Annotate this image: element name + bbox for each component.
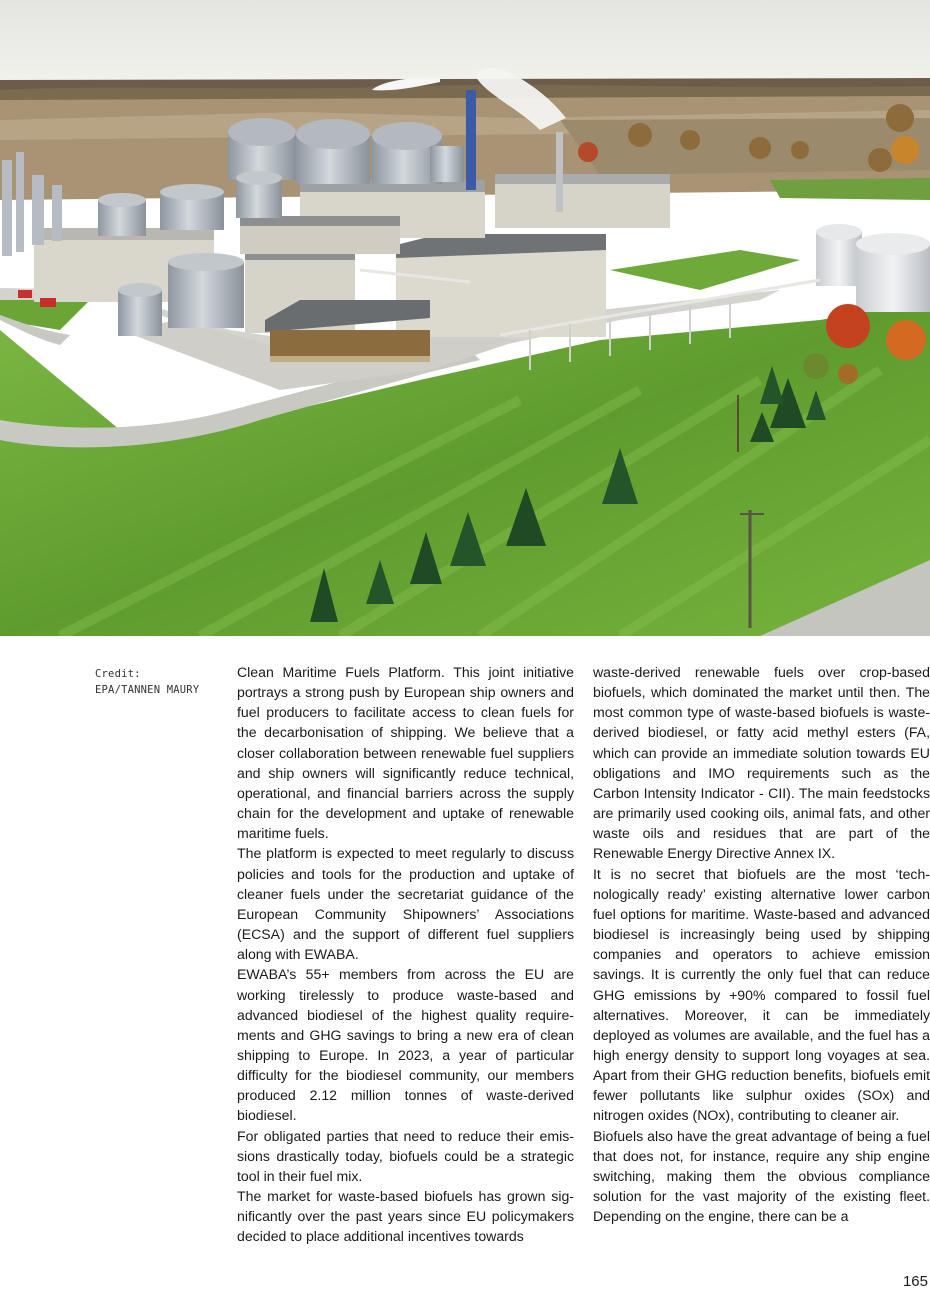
page-number: 165 — [902, 1273, 928, 1290]
paragraph: waste-derived renewable fuels over crop-based biofuels, which dominated the market until then. The most common type of waste-based biofuels is waste-derived biodiesel, or fatty acid methyl esters (FA, which can provide an immediate solution towards EU obligations and IMO requirements such as the Carbon Intensity Indicator - CII). The main feedstocks are primarily used cooking oils, animal fats, and other waste oils and residues that are part of the Renewable Energy Directive Annex IX. — [593, 664, 930, 862]
paragraph: Clean Maritime Fuels Platform. This joint initiative portrays a strong push by European ship owners and fuel producers to facilitate access to clean fuels for the decarbonisation of shipping. We believe that a closer collaboration between renewable fuel suppliers and ship owners will significantly reduce technical, operational, and financial barriers across the supply chain for the development and uptake of renewable maritime fuels. — [237, 664, 574, 842]
paragraph: Biofuels also have the great advantage of being a fuel that does not, for instance, require any ship engine switching, making them the obvious compliance solution for the vast majority of the existing fleet. Depending on the engine, there can be a — [593, 1127, 930, 1225]
article-column-right — [593, 662, 930, 1226]
photo-credit — [95, 666, 225, 698]
paragraph: For obligated parties that need to reduce their emissions drastically today, biofuels could be a strategic tool in their fuel mix. — [237, 1127, 574, 1184]
paragraph: The market for waste-based biofuels has grown significantly over the past years since EU policymakers decided to place additional incentives towards — [237, 1188, 574, 1245]
article-photo — [0, 0, 930, 636]
paragraph: EWABA’s 55+ members from across the EU are working tirelessly to produce waste-based and advanced biodiesel of the highest quality requirements and GHG savings to bring a new era of clean shipping to Europe. In 2023, a year of particular difficulty for the biodiesel community, our members produced 2.12 million tonnes of waste-derived biodiesel. — [237, 966, 574, 1124]
paragraph: The platform is expected to meet regularly to discuss policies and tools for the production and uptake of cleaner fuels under the secretariat guidance of the European Community Shipowners’ Associations (ECSA) and the support of different fuel suppliers along with EWABA. — [237, 845, 574, 963]
credit-source: EPA/TANNEN MAURY — [95, 684, 200, 696]
biofuel-plant-aerial-image — [0, 0, 930, 636]
paragraph: It is no secret that biofuels are the most ‘technologically ready’ existing alternative lower carbon fuel options for maritime. Waste-based and advanced biodiesel is increasingly being used by shipping companies and operators to achieve emission savings. It is currently the only fuel that can reduce GHG emissions by +90% compared to fossil fuel alternatives. Moreover, it can be immediately deployed as volumes are available, and the fuel has a high energy density to support long voyages at sea. Apart from their GHG reduction benefits, biofuels emit fewer pollutants like sulphur oxides (SOx) and nitrogen oxides (NOx), contributing to cleaner air. — [593, 865, 930, 1124]
article-column-left — [237, 662, 574, 1247]
credit-label: Credit: — [95, 668, 141, 680]
